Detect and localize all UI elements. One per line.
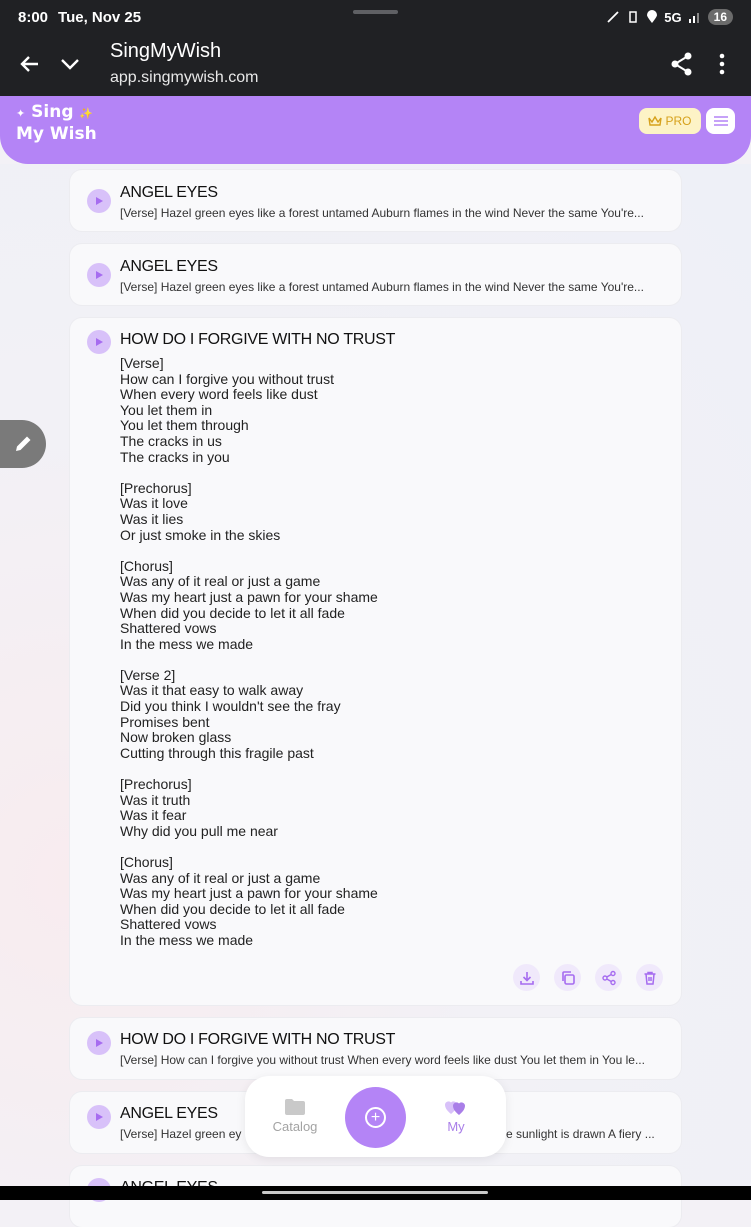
play-button[interactable] <box>87 263 111 287</box>
song-lyrics: [Verse] How can I forgive you without trust When every word feels like dust You let them in You let them through The cracks in us The cracks in you [Prechorus] Was it love Was it lies Or just smoke in the skies [Chorus] Was any of it real or just a game Was my heart just a pawn for your shame When did you decide to let it all fade Shattered vows In the mess we made [Verse 2] Was it that easy to walk away Did you think I wouldn't see the fray Promises bent Now broken glass Cutting through this fragile past [Prechorus] Was it truth Was it fear Why did you pull me near [Chorus] Was any of it real or just a game Was my heart just a pawn for your shame When did you decide to let it all fade Shattered vows In the mess we made <box>120 355 378 948</box>
hamburger-icon <box>714 116 728 126</box>
download-icon <box>519 970 535 986</box>
location-icon <box>646 10 658 24</box>
share-icon[interactable] <box>668 50 696 78</box>
app-logo[interactable]: ✦ Sing ✨ My Wish <box>16 102 97 144</box>
download-button[interactable] <box>513 964 540 991</box>
trash-icon <box>642 970 658 986</box>
play-button[interactable] <box>87 189 111 213</box>
song-excerpt: [Verse] Hazel green ey <box>120 1127 242 1141</box>
battery-level: 16 <box>708 9 733 25</box>
play-icon <box>94 1038 104 1048</box>
play-button[interactable] <box>87 330 111 354</box>
song-title: ANGEL EYES <box>120 184 218 201</box>
folder-icon <box>284 1098 306 1116</box>
nav-catalog[interactable] <box>265 1098 325 1134</box>
play-icon <box>94 337 104 347</box>
song-card[interactable] <box>70 1018 681 1079</box>
bottom-nav <box>245 1076 506 1157</box>
home-gesture-handle[interactable] <box>262 1191 488 1194</box>
song-card[interactable] <box>70 244 681 305</box>
edit-button[interactable] <box>0 420 46 468</box>
copy-button[interactable] <box>554 964 581 991</box>
status-time: 8:00 <box>18 8 49 26</box>
song-excerpt: [Verse] Hazel green eyes like a forest untamed Auburn flames in the wind Never the same You're... <box>120 206 644 220</box>
hearts-icon <box>444 1098 468 1116</box>
nav-my-label: My <box>447 1119 465 1134</box>
song-excerpt: [Verse] Hazel green eyes like a forest untamed Auburn flames in the wind Never the same You're... <box>120 280 644 294</box>
browser-bar <box>0 34 751 96</box>
play-icon <box>94 270 104 280</box>
song-card[interactable] <box>70 170 681 231</box>
vibrate-icon <box>626 10 640 24</box>
menu-button[interactable] <box>706 108 735 134</box>
play-icon <box>94 1112 104 1122</box>
browser-title: SingMyWish <box>110 40 222 62</box>
copy-icon <box>560 970 576 986</box>
network-label: 5G <box>664 9 682 25</box>
play-button[interactable] <box>87 1105 111 1129</box>
song-title: HOW DO I FORGIVE WITH NO TRUST <box>120 331 396 348</box>
signal-icon <box>688 11 702 23</box>
play-button[interactable] <box>87 1031 111 1055</box>
back-arrow-icon[interactable] <box>16 50 44 78</box>
plus-icon: + <box>365 1107 386 1128</box>
song-title: ANGEL EYES <box>120 1105 218 1122</box>
system-nav-bar <box>0 1186 751 1200</box>
app-header <box>0 96 751 164</box>
pro-label: PRO <box>665 114 692 128</box>
pencil-icon <box>12 433 34 455</box>
song-title: HOW DO I FORGIVE WITH NO TRUST <box>120 1031 396 1048</box>
browser-url[interactable]: app.singmywish.com <box>110 69 259 86</box>
status-bar <box>0 0 751 34</box>
nav-catalog-label: Catalog <box>272 1119 318 1134</box>
song-excerpt: [Verse] How can I forgive you without trust When every word feels like dust You let them in You le... <box>120 1053 645 1067</box>
nav-my[interactable] <box>426 1098 486 1134</box>
share-button[interactable] <box>595 964 622 991</box>
song-title: ANGEL EYES <box>120 258 218 275</box>
delete-button[interactable] <box>636 964 663 991</box>
play-icon <box>94 196 104 206</box>
song-list[interactable] <box>0 164 751 1186</box>
share-icon <box>601 970 617 986</box>
add-song-button[interactable] <box>345 1087 406 1148</box>
song-excerpt-tail: e sunlight is drawn A fiery ... <box>506 1127 655 1141</box>
chevron-down-icon[interactable] <box>56 50 84 78</box>
status-date: Tue, Nov 25 <box>58 8 142 26</box>
crown-icon <box>648 115 662 127</box>
more-vert-icon[interactable] <box>708 50 736 78</box>
camera-notch <box>353 10 398 14</box>
pro-button[interactable] <box>639 108 701 134</box>
mute-icon <box>606 10 620 24</box>
song-card-expanded[interactable] <box>70 318 681 1005</box>
card-actions <box>513 964 663 991</box>
